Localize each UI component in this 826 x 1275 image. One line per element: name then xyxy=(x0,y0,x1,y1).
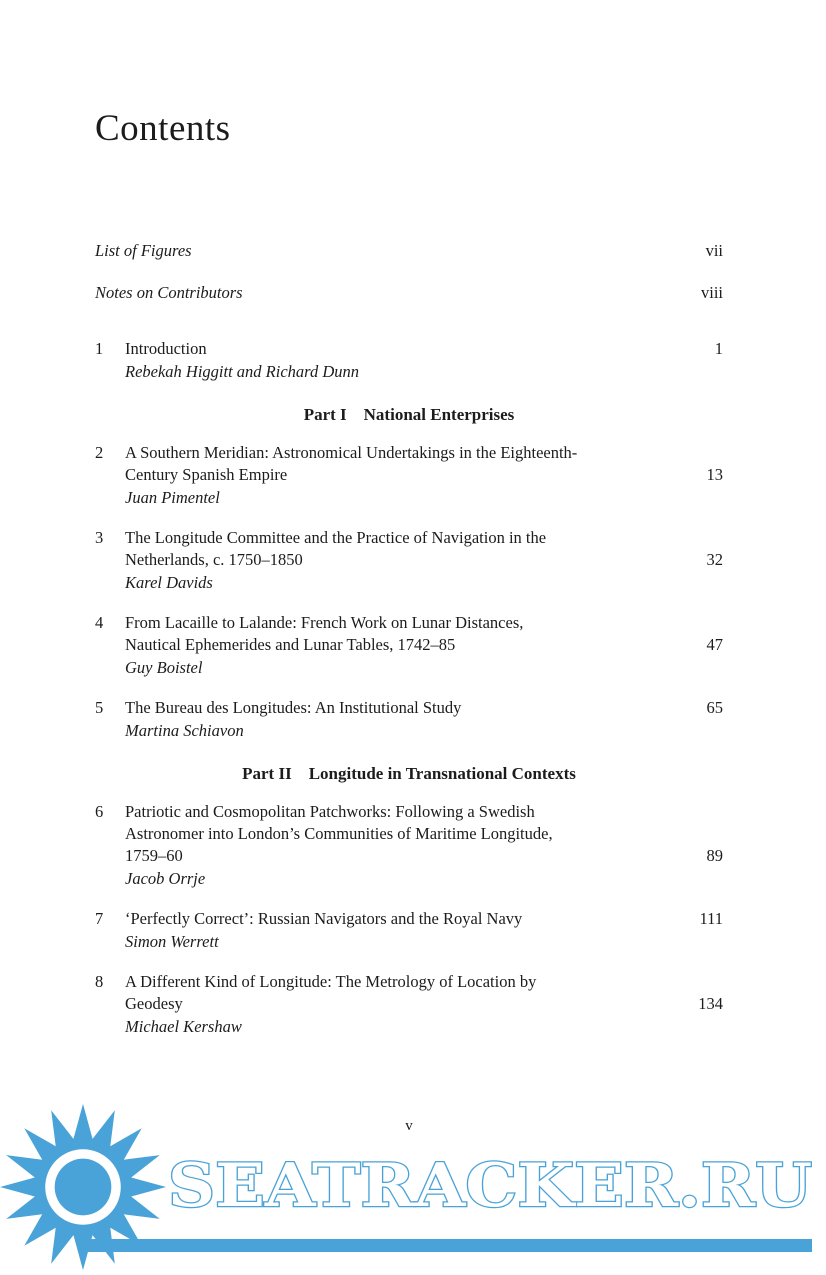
chapter-number: 4 xyxy=(95,613,104,632)
chapter-page: 65 xyxy=(706,698,723,717)
chapter-page: 111 xyxy=(699,909,723,928)
chapter-author: Rebekah Higgitt and Richard Dunn xyxy=(125,362,360,381)
watermark xyxy=(166,1150,818,1224)
toc-entry xyxy=(95,908,723,953)
chapter-number: 1 xyxy=(95,339,104,358)
chapter-title: ‘Perfectly Correct’: Russian Navigators and the Royal Navy xyxy=(125,909,523,928)
part-title: National Enterprises xyxy=(363,405,515,424)
chapter-page: 134 xyxy=(698,994,723,1013)
toc-entry xyxy=(95,338,723,383)
part-title: Longitude in Transnational Contexts xyxy=(308,764,576,783)
toc-list xyxy=(95,338,723,1038)
chapter-body xyxy=(125,442,723,509)
chapter-author: Michael Kershaw xyxy=(125,1017,242,1036)
chapter-author: Karel Davids xyxy=(125,573,213,592)
toc-entry xyxy=(95,442,723,509)
chapter-title: A Southern Meridian: Astronomical Undertakings in the Eighteenth-Century Spanish Empire xyxy=(125,443,578,484)
toc-entry xyxy=(95,612,723,679)
front-matter-list xyxy=(95,240,723,304)
page-folio: v xyxy=(405,1118,413,1134)
chapter-title: Introduction xyxy=(125,339,207,358)
page-title: Contents xyxy=(95,108,231,149)
part-heading xyxy=(95,403,723,426)
text-block xyxy=(95,0,723,1056)
part-heading xyxy=(95,762,723,785)
chapter-page: 47 xyxy=(706,635,723,654)
chapter-body xyxy=(125,697,723,742)
chapter-title: The Bureau des Longitudes: An Institutional Study xyxy=(125,698,462,717)
toc-entry xyxy=(95,527,723,594)
front-matter-row xyxy=(95,282,723,304)
chapter-page: 89 xyxy=(706,846,723,865)
chapter-title: A Different Kind of Longitude: The Metrology of Location by Geodesy xyxy=(125,972,537,1013)
chapter-body xyxy=(125,908,723,953)
watermark-bar xyxy=(88,1239,812,1252)
chapter-author: Simon Werrett xyxy=(125,932,219,951)
chapter-author: Jacob Orrje xyxy=(125,869,206,888)
chapter-body xyxy=(125,971,723,1038)
chapter-author: Martina Schiavon xyxy=(125,721,244,740)
chapter-page: 32 xyxy=(706,550,723,569)
watermark-text: SEATRACKER.RU xyxy=(168,1151,812,1221)
chapter-number: 5 xyxy=(95,698,104,717)
chapter-number: 6 xyxy=(95,802,104,821)
chapter-title: Patriotic and Cosmopolitan Patchworks: Following a Swedish Astronomer into London’s Communities of Maritime Longitude, 1759–60 xyxy=(125,802,553,865)
chapter-number: 8 xyxy=(95,972,104,991)
front-matter-label: List of Figures xyxy=(95,241,192,260)
chapter-title: From Lacaille to Lalande: French Work on Lunar Distances, Nautical Ephemerides and Lunar Tables, 1742–85 xyxy=(125,613,524,654)
chapter-body xyxy=(125,801,723,890)
toc-entry xyxy=(95,801,723,890)
chapter-page: 1 xyxy=(714,339,723,358)
chapter-number: 7 xyxy=(95,909,104,928)
toc-entry xyxy=(95,697,723,742)
chapter-author: Juan Pimentel xyxy=(125,488,220,507)
chapter-number: 3 xyxy=(95,528,104,547)
front-matter-page: viii xyxy=(700,283,723,302)
part-label: Part II xyxy=(242,764,292,783)
chapter-body xyxy=(125,612,723,679)
chapter-author: Guy Boistel xyxy=(125,658,203,677)
front-matter-row xyxy=(95,240,723,262)
toc-entry xyxy=(95,971,723,1038)
front-matter-page: vii xyxy=(705,241,723,260)
sun-icon xyxy=(0,1102,168,1272)
chapter-title: The Longitude Committee and the Practice of Navigation in the Netherlands, c. 1750–1850 xyxy=(125,528,547,569)
front-matter-label: Notes on Contributors xyxy=(95,283,243,302)
part-label: Part I xyxy=(303,405,347,424)
chapter-page: 13 xyxy=(706,465,723,484)
chapter-body xyxy=(125,338,723,383)
chapter-number: 2 xyxy=(95,443,104,462)
chapter-body xyxy=(125,527,723,594)
